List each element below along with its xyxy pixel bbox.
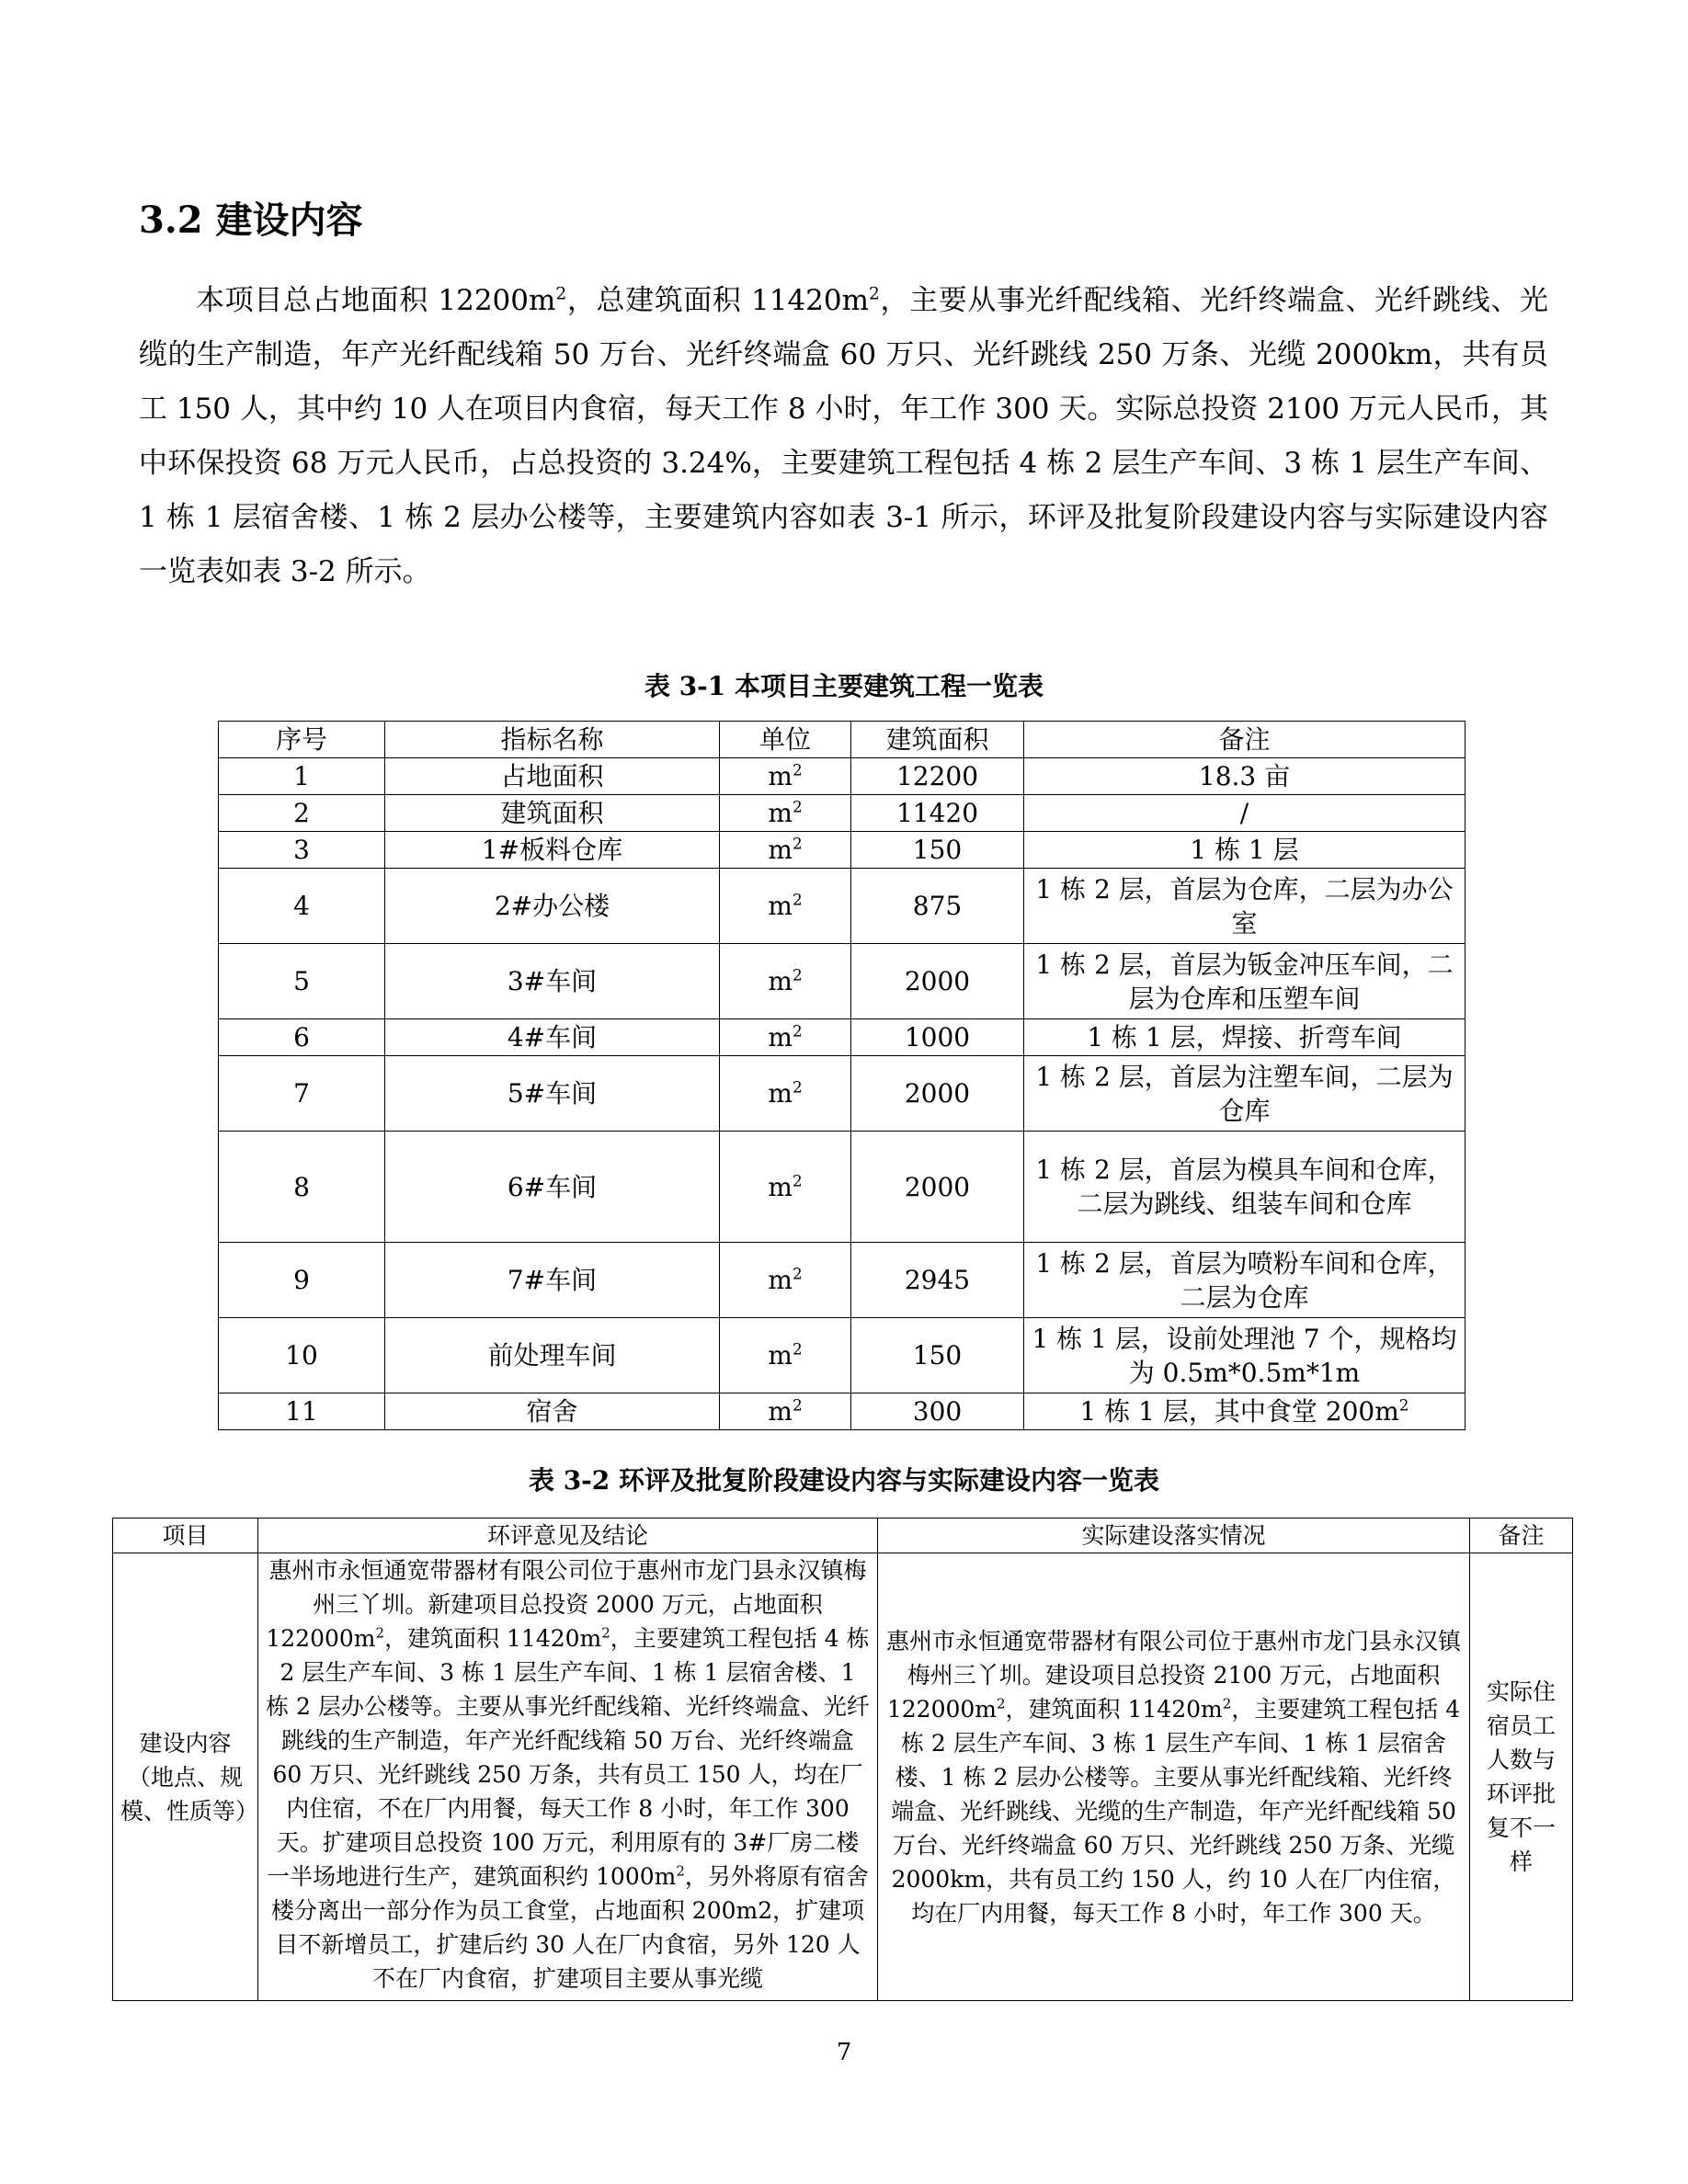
row-note (1024, 1132, 1466, 1243)
page-number: 7 (836, 2039, 852, 2066)
row-note (1024, 869, 1466, 944)
row-unit (720, 1393, 851, 1430)
row-name: 占地面积 (385, 758, 720, 795)
unit-sup: 2 (792, 834, 803, 853)
unit-sup: 2 (792, 1395, 803, 1415)
actual-text-c: ，主要建筑工程包括 4 栋 2 层生产车间、3 栋 1 层生产车间、1 栋 1 层宿舍楼、1 栋 2 层办公楼等。主要从事光纤配线箱、光纤终端盒、光纤跳线、光缆的生产制造，年产光纤配线箱 50 万台、光纤终端盒 60 万只、光纤跳线 250 万条、光缆 2000km，共有员工约 150 人，约 10 人在厂内住宿，均在厂内用餐，每天工作 8 小时，年工作 300 天。 (891, 1695, 1461, 1927)
note-text: 1 栋 1 层 (1190, 835, 1299, 865)
table2-header-row (113, 1519, 1573, 1553)
eia-text-d: ，另外将原有宿舍楼分离出一部分作为员工食堂，占地面积 200m2，扩建项目不新增员工，扩建后约 30 人在厂内食宿，另外 120 人不在厂内食宿，扩建项目主要从事光缆 (270, 1863, 869, 1992)
eia-cell (258, 1553, 878, 2001)
unit-sup: 2 (792, 1171, 803, 1190)
row-area: 2000 (851, 944, 1024, 1019)
unit-sup: 2 (792, 1339, 803, 1359)
intro-text-3: ，主要从事光纤配线箱、光纤终端盒、光纤跳线、光缆的生产制造，年产光纤配线箱 50 万台、光纤终端盒 60 万只、光纤跳线 250 万条、光缆 2000km，共有员工 150 人，其中约 10 人在项目内食宿，每天工作 8 小时，年工作 300 天。实际总投资 2100 万元人民币，其中环保投资 68 万元人民币，占总投资的 3.24%，主要建筑工程包括 4 栋 2 层生产车间、3 栋 1 层生产车间、1 栋 1 层宿舍楼、1 栋 2 层办公楼等，主要建筑内容如表 3-1 所示，环评及批复阶段建设内容与实际建设内容一览表如表 3-2 所示。 (139, 284, 1548, 588)
row-note (1024, 1243, 1466, 1318)
row-area: 150 (851, 1318, 1024, 1393)
unit-base: m (768, 1265, 793, 1295)
intro-sup-1: 2 (555, 284, 567, 304)
section-heading: 3.2 建设内容 (139, 199, 363, 242)
row-number: 3 (219, 832, 385, 869)
eia-text-a: 惠州市永恒通宽带器材有限公司位于惠州市龙门县永汉镇梅州三丫圳。新建项目总投资 2000 万元，占地面积 122000m (266, 1557, 867, 1652)
building-table (218, 721, 1466, 1430)
intro-text-1: 本项目总占地面积 12200m (196, 284, 556, 317)
eia-sup-b: 2 (601, 1624, 610, 1642)
unit-sup: 2 (792, 797, 803, 816)
col-header-area: 建筑面积 (851, 722, 1024, 758)
row-unit (720, 1318, 851, 1393)
row-area: 1000 (851, 1019, 1024, 1056)
row-area: 300 (851, 1393, 1024, 1430)
table-row (219, 1019, 1466, 1056)
row-unit (720, 944, 851, 1019)
row-number: 2 (219, 795, 385, 832)
intro-text-2: ，总建筑面积 11420m (566, 284, 870, 317)
note-text: 1 栋 1 层，设前处理池 7 个，规格均为 0.5m*0.5m*1m (1032, 1323, 1457, 1388)
actual-text-a: 惠州市永恒通宽带器材有限公司位于惠州市龙门县永汉镇梅州三丫圳。建设项目总投资 2100 万元，占地面积 122000m (885, 1627, 1461, 1723)
row-number: 6 (219, 1019, 385, 1056)
unit-sup: 2 (792, 760, 803, 779)
actual-text-b: ，建筑面积 11420m (1005, 1695, 1223, 1723)
table-row (219, 869, 1466, 944)
row-unit (720, 832, 851, 869)
row-unit (720, 758, 851, 795)
intro-paragraph (139, 274, 1548, 599)
row-area: 2945 (851, 1243, 1024, 1318)
actual-cell (878, 1553, 1470, 2001)
note-text: 1 栋 1 层，焊接、折弯车间 (1087, 1022, 1402, 1052)
row-area: 11420 (851, 795, 1024, 832)
col-header-note: 备注 (1024, 722, 1466, 758)
row-number: 7 (219, 1056, 385, 1132)
row-note (1024, 1056, 1466, 1132)
col-header-actual: 实际建设落实情况 (878, 1519, 1470, 1553)
row-note (1024, 832, 1466, 869)
row-name: 5#车间 (385, 1056, 720, 1132)
unit-base: m (768, 966, 793, 996)
table-row (219, 1132, 1466, 1243)
row-name: 4#车间 (385, 1019, 720, 1056)
row-name: 宿舍 (385, 1393, 720, 1430)
row-number: 5 (219, 944, 385, 1019)
note-sup: 2 (1398, 1395, 1409, 1415)
eia-sup-c: 2 (676, 1862, 685, 1880)
note-text: 1 栋 2 层，首层为仓库，二层为办公室 (1035, 873, 1454, 938)
unit-sup: 2 (792, 965, 803, 984)
row-number: 11 (219, 1393, 385, 1430)
unit-sup: 2 (792, 1021, 803, 1041)
unit-base: m (768, 1340, 793, 1371)
unit-base: m (768, 1396, 793, 1427)
actual-sup-b: 2 (1222, 1695, 1232, 1712)
unit-base: m (768, 1078, 793, 1109)
row-name: 前处理车间 (385, 1318, 720, 1393)
col-header-remark: 备注 (1470, 1519, 1573, 1553)
row-number: 9 (219, 1243, 385, 1318)
row-number: 10 (219, 1318, 385, 1393)
row-name: 1#板料仓库 (385, 832, 720, 869)
table-row (219, 1243, 1466, 1318)
comparison-table (112, 1518, 1573, 2001)
col-header-name: 指标名称 (385, 722, 720, 758)
table1-header-row (219, 722, 1466, 758)
remark-cell: 实际住宿员工人数与环评批复不一样 (1470, 1553, 1573, 2001)
row-note (1024, 1393, 1466, 1430)
actual-sup-a: 2 (997, 1695, 1006, 1712)
row-name: 2#办公楼 (385, 869, 720, 944)
table-row (219, 1056, 1466, 1132)
unit-base: m (768, 761, 793, 791)
row-note (1024, 1019, 1466, 1056)
eia-sup-a: 2 (375, 1624, 385, 1642)
unit-base: m (768, 891, 793, 921)
unit-base: m (768, 798, 793, 828)
table-row (219, 1393, 1466, 1430)
unit-sup: 2 (792, 1264, 803, 1283)
eia-text-b: ，建筑面积 11420m (384, 1625, 602, 1652)
table-row (219, 1318, 1466, 1393)
row-area: 2000 (851, 1132, 1024, 1243)
unit-base: m (768, 1022, 793, 1052)
item-cell: 建设内容（地点、规模、性质等） (113, 1553, 258, 2001)
table-row (219, 795, 1466, 832)
unit-base: m (768, 1171, 793, 1202)
row-name: 7#车间 (385, 1243, 720, 1318)
note-text: 1 栋 2 层，首层为钣金冲压车间，二层为仓库和压塑车间 (1035, 949, 1454, 1014)
note-text: / (1239, 798, 1249, 828)
note-text: 18.3 亩 (1198, 761, 1291, 791)
row-number: 1 (219, 758, 385, 795)
note-text: 1 栋 1 层，其中食堂 200m (1079, 1396, 1399, 1427)
table-row (219, 832, 1466, 869)
row-unit (720, 1243, 851, 1318)
row-name: 建筑面积 (385, 795, 720, 832)
table2-caption: 表 3-2 环评及批复阶段建设内容与实际建设内容一览表 (528, 1465, 1160, 1496)
row-area: 2000 (851, 1056, 1024, 1132)
row-area: 12200 (851, 758, 1024, 795)
row-area: 875 (851, 869, 1024, 944)
col-header-no: 序号 (219, 722, 385, 758)
row-unit (720, 1132, 851, 1243)
table1-caption: 表 3-1 本项目主要建筑工程一览表 (644, 671, 1044, 701)
unit-sup: 2 (792, 890, 803, 909)
row-number: 4 (219, 869, 385, 944)
table-row (219, 758, 1466, 795)
row-unit (720, 1019, 851, 1056)
row-note (1024, 944, 1466, 1019)
note-text: 1 栋 2 层，首层为注塑车间，二层为仓库 (1035, 1061, 1454, 1126)
col-header-eia: 环评意见及结论 (258, 1519, 878, 1553)
unit-base: m (768, 835, 793, 865)
row-name: 3#车间 (385, 944, 720, 1019)
table-row (113, 1553, 1573, 2001)
row-note (1024, 795, 1466, 832)
table-row (219, 944, 1466, 1019)
eia-text-c: ，主要建筑工程包括 4 栋 2 层生产车间、3 栋 1 层生产车间、1 栋 1 层宿舍楼、1 栋 2 层办公楼等。主要从事光纤配线箱、光纤终端盒、光纤跳线的生产制造，年产光纤配线箱 50 万台、光纤终端盒 60 万只、光纤跳线 250 万条，共有员工 150 人，均在厂内住宿，不在厂内用餐，每天工作 8 小时，年工作 300 天。扩建项目总投资 100 万元，利用原有的 3#厂房二楼一半场地进行生产，建筑面积约 1000m (266, 1625, 870, 1890)
row-note (1024, 758, 1466, 795)
row-number: 8 (219, 1132, 385, 1243)
row-name: 6#车间 (385, 1132, 720, 1243)
row-area: 150 (851, 832, 1024, 869)
row-unit (720, 1056, 851, 1132)
note-text: 1 栋 2 层，首层为喷粉车间和仓库，二层为仓库 (1035, 1247, 1454, 1313)
intro-sup-2: 2 (869, 284, 880, 304)
unit-sup: 2 (792, 1077, 803, 1097)
col-header-item: 项目 (113, 1519, 258, 1553)
col-header-unit: 单位 (720, 722, 851, 758)
row-note (1024, 1318, 1466, 1393)
row-unit (720, 869, 851, 944)
row-unit (720, 795, 851, 832)
note-text: 1 栋 2 层，首层为模具车间和仓库，二层为跳线、组装车间和仓库 (1035, 1155, 1454, 1219)
